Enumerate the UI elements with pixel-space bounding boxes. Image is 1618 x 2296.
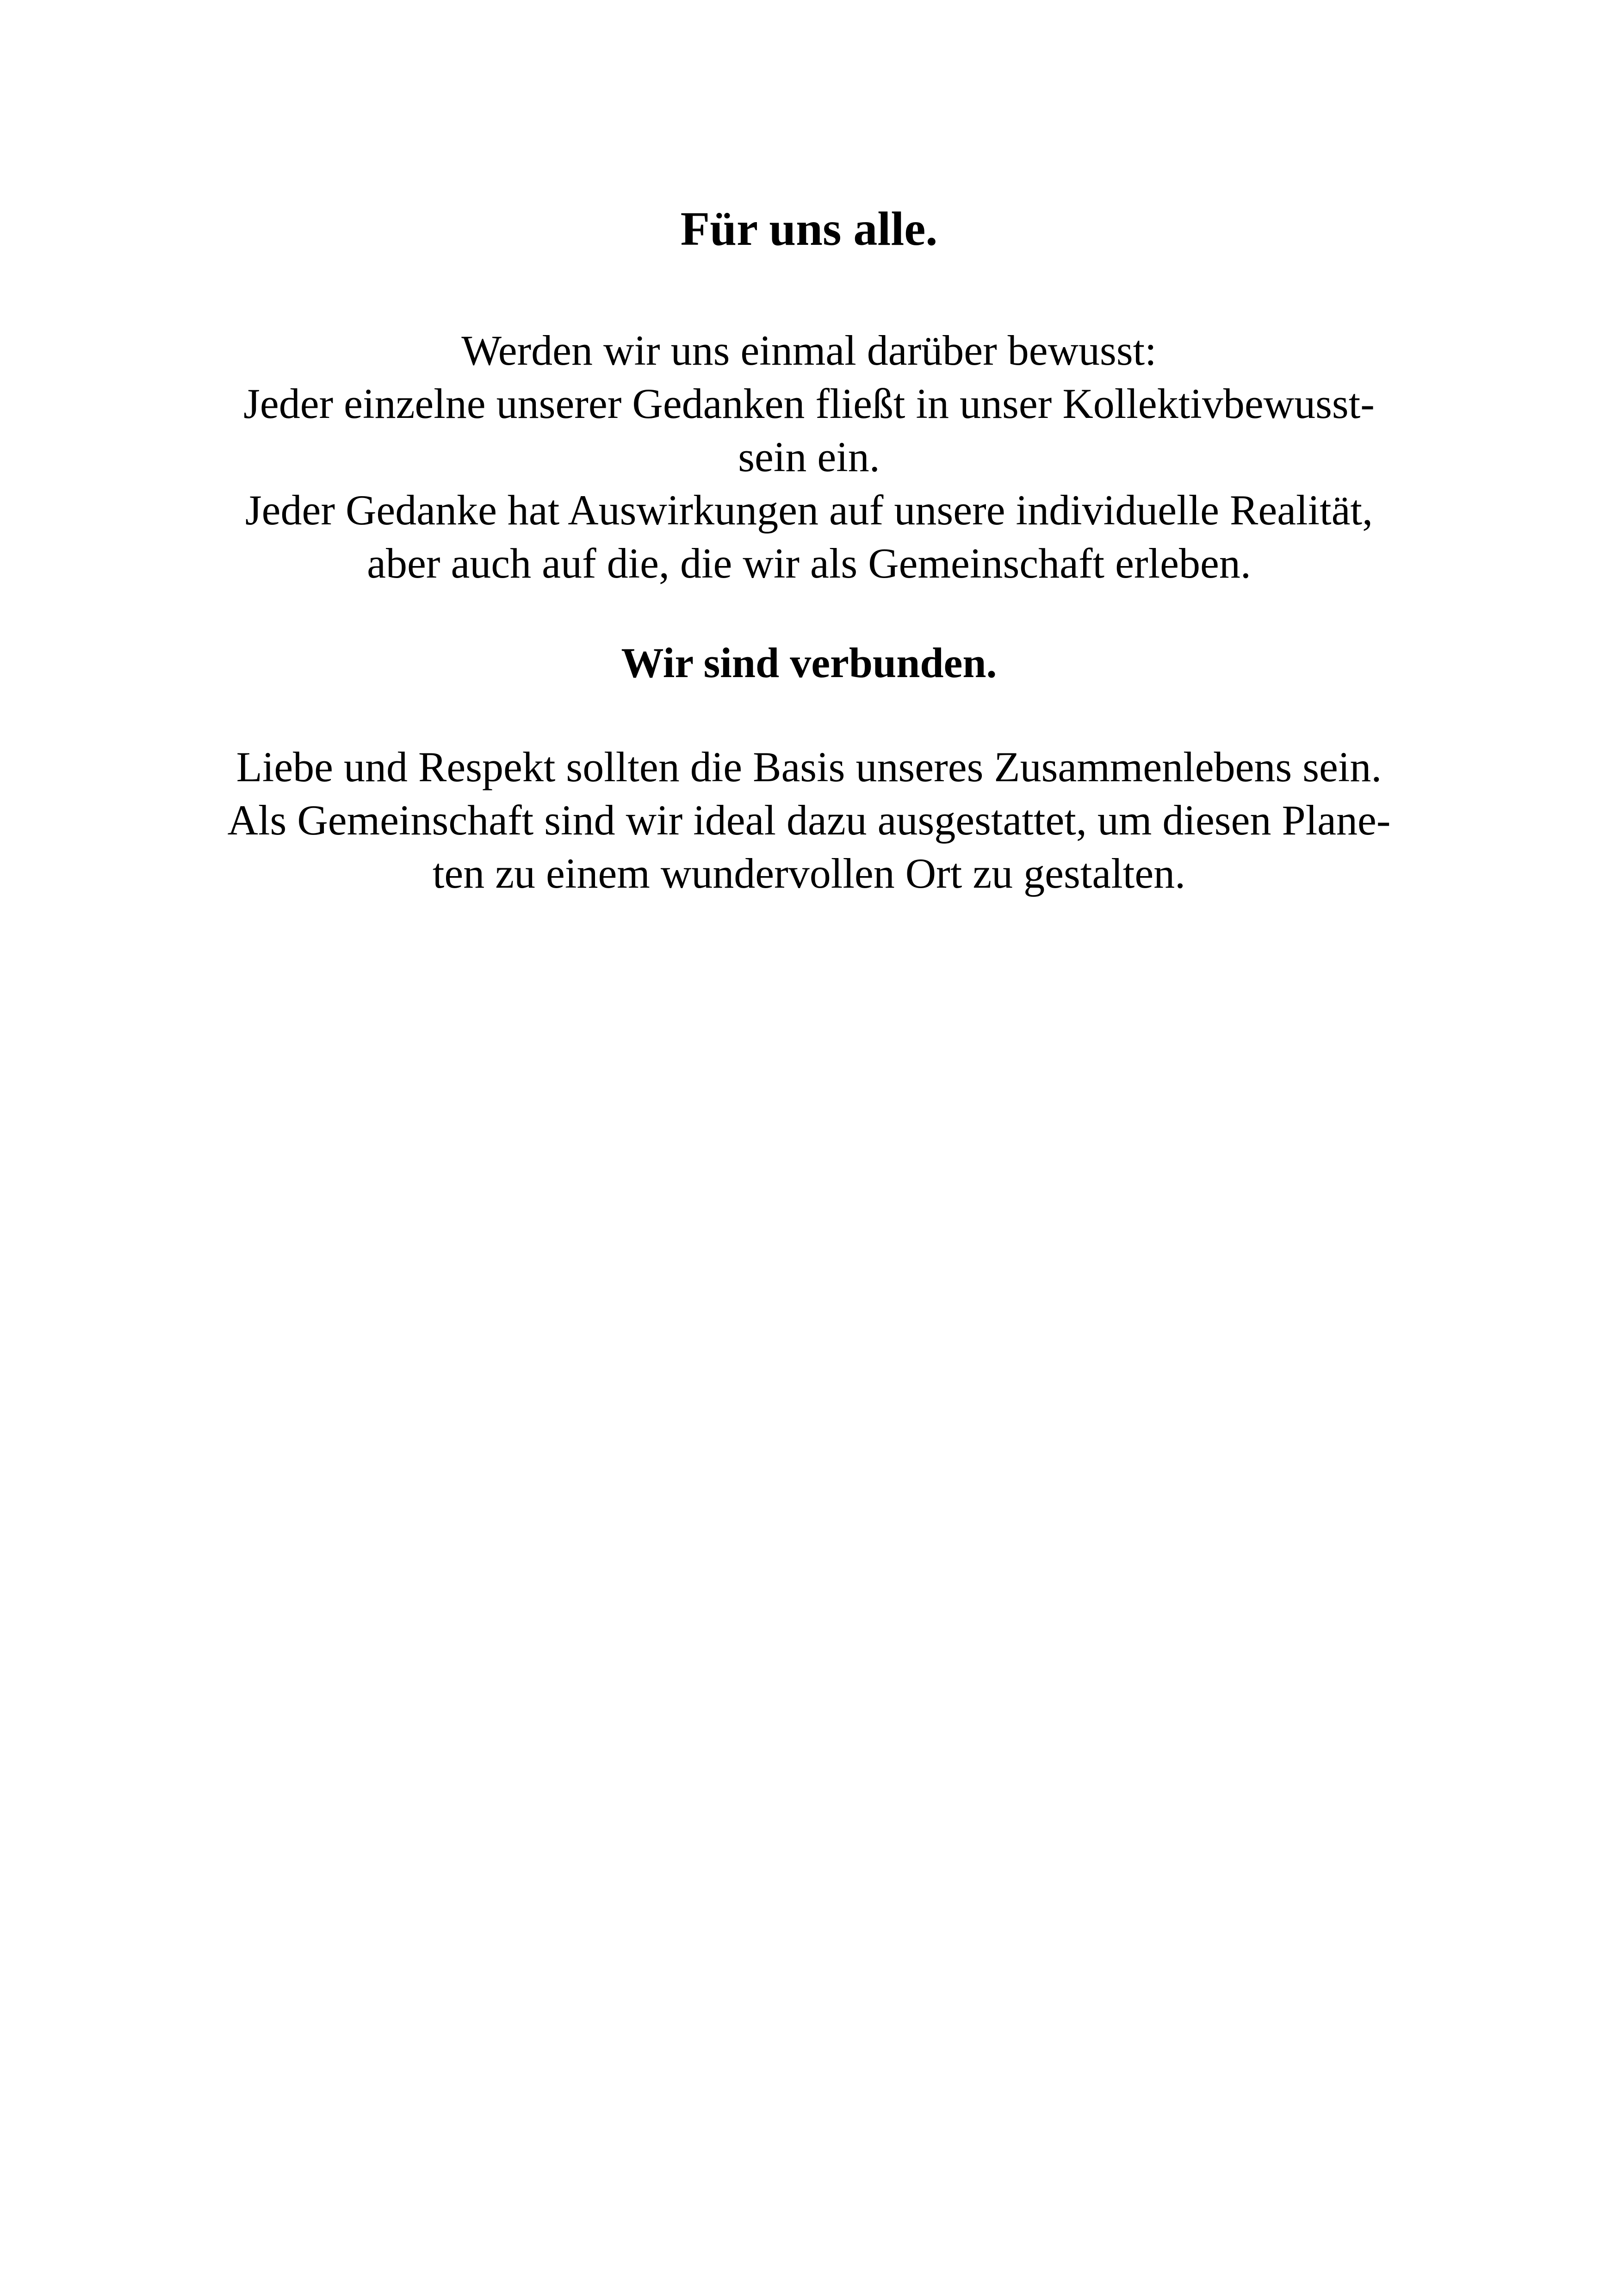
paragraph-awareness (0, 324, 1618, 590)
section-heading: Wir sind verbunden. (621, 639, 997, 686)
text-line: sein ein. (738, 433, 880, 480)
paragraph-community (0, 740, 1618, 900)
page-title: Für uns alle. (680, 202, 938, 255)
text-line: ten zu einem wundervollen Ort zu gestalten. (432, 850, 1186, 897)
text-line: Werden wir uns einmal darüber bewusst: (461, 327, 1157, 374)
text-line: aber auch auf die, die wir als Gemeinschaft erleben. (367, 540, 1251, 587)
text-line: Jeder Gedanke hat Auswirkungen auf unsere individuelle Realität, (245, 486, 1373, 534)
text-line: Als Gemeinschaft sind wir ideal dazu ausgestattet, um diesen Plane- (227, 796, 1391, 844)
text-line: Jeder einzelne unserer Gedanken fließt in unser Kollektivbewusst- (243, 380, 1375, 427)
text-line: Liebe und Respekt sollten die Basis unseres Zusammenlebens sein. (236, 743, 1382, 790)
